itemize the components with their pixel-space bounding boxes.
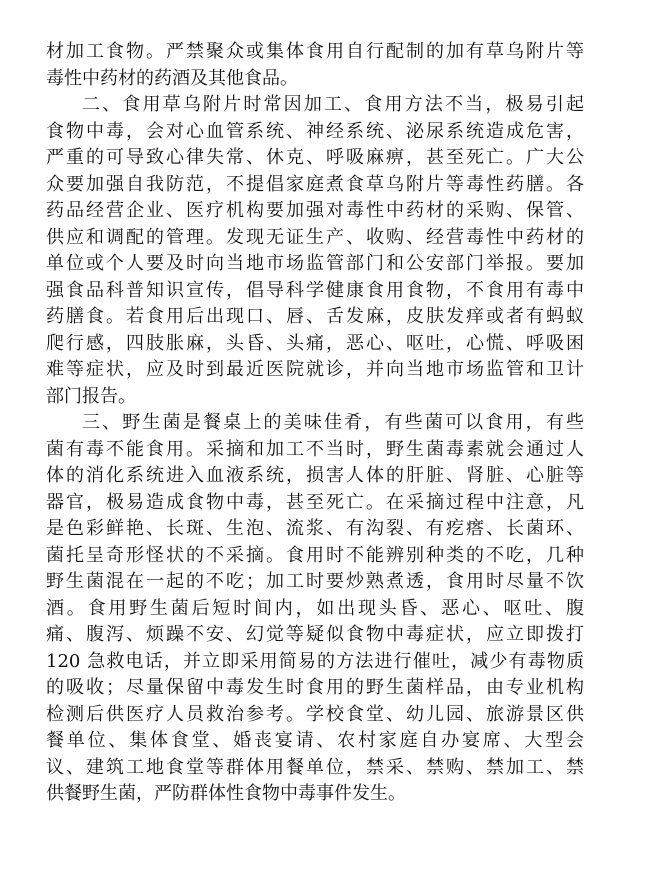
text-line: 强食品科普知识宣传，倡导科学健康食用食物，不食用有毒中 [46,279,584,301]
text-line: 是色彩鲜艳、长斑、生泡、流浆、有沟裂、有疙瘩、长菌环、 [46,518,584,539]
text-line: 的吸收；尽量保留中毒发生时食用的野生菌样品，由专业机构 [46,677,584,698]
text-line: 三、野生菌是餐桌上的美味佳肴，有些菌可以食用，有些 [82,412,584,433]
text-line: 菌托呈奇形怪状的不采摘。食用时不能辨别种类的不吃，几种 [46,544,584,566]
paragraph-3 [46,410,584,808]
paragraph-2 [46,92,584,410]
text-line: 菌有毒不能食用。采摘和加工不当时，野生菌毒素就会通过人 [46,438,584,460]
text-line: 器官，极易造成食物中毒，甚至死亡。在采摘过程中注意，凡 [46,491,584,513]
text-line: 食物中毒，会对心血管系统、神经系统、泌尿系统造成危害， [46,120,584,142]
document-page [46,39,584,808]
text-line: 检测后供医疗人员救治参考。学校食堂、幼儿园、旅游景区供 [46,703,584,725]
text-line: 供应和调配的管理。发现无证生产、收购、经营毒性中药材的 [46,226,584,248]
text-line: 药品经营企业、医疗机构要加强对毒性中药材的采购、保管、 [46,200,584,221]
text-line: 材加工食物。严禁聚众或集体食用自行配制的加有草乌附片等 [46,41,584,62]
paragraph-1 [46,39,584,92]
text-line: 体的消化系统进入血液系统，损害人体的肝脏、肾脏、心脏等 [46,465,584,486]
text-line: 痛、腹泻、烦躁不安、幻觉等疑似食物中毒症状，应立即拨打 [46,624,584,645]
text-line: 部门报告。 [46,385,136,407]
text-line: 难等症状，应及时到最近医院就诊，并向当地市场监管和卫计 [46,359,584,380]
text-line: 众要加强自我防范，不提倡家庭煮食草乌附片等毒性药膳。各 [46,173,584,195]
text-line: 单位或个人要及时向当地市场监管部门和公安部门举报。要加 [46,253,584,274]
text-line: 二、食用草乌附片时常因加工、食用方法不当，极易引起 [82,94,584,115]
text-line: 野生菌混在一起的不吃；加工时要炒熟煮透，食用时尽量不饮 [46,571,584,592]
text-line: 议、建筑工地食堂等群体用餐单位，禁采、禁购、禁加工、禁 [46,756,584,778]
text-line: 120 急救电话，并立即采用简易的方法进行催吐，减少有毒物质 [46,650,584,672]
text-line: 酒。食用野生菌后短时间内，如出现头昏、恶心、呕吐、腹 [46,597,584,619]
text-line: 药膳食。若食用后出现口、唇、舌发麻，皮肤发痒或者有蚂蚁 [46,306,584,327]
text-line: 供餐野生菌，严防群体性食物中毒事件发生。 [46,783,406,804]
text-line: 严重的可导致心律失常、休克、呼吸麻痹，甚至死亡。广大公 [46,147,584,168]
text-line: 爬行感，四肢胀麻，头昏、头痛，恶心、呕吐，心慌、呼吸困 [46,332,584,354]
text-line: 餐单位、集体食堂、婚丧宴请、农村家庭自办宴席、大型会 [46,730,584,751]
text-line: 毒性中药材的药酒及其他食品。 [46,67,298,89]
